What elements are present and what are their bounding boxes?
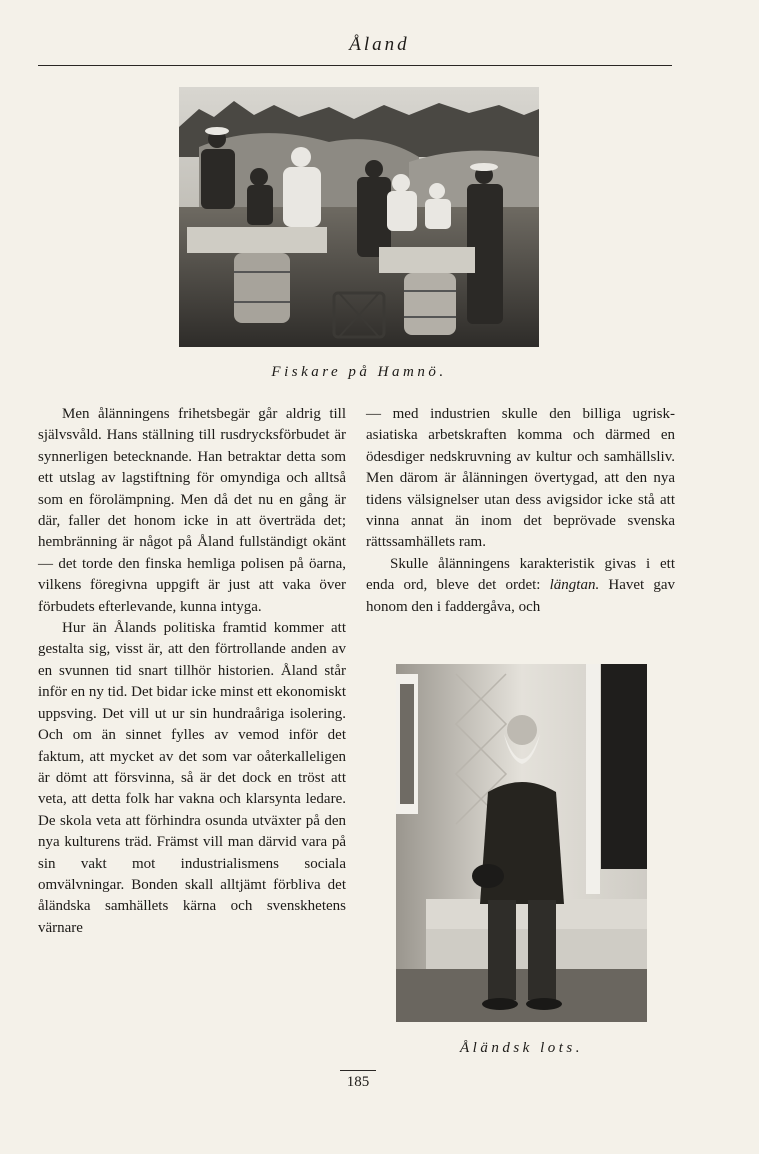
paragraph xyxy=(366,554,675,618)
photo-pilot-caption: Åländsk lots. xyxy=(460,1040,583,1056)
paragraph-text: Havet gav honom den i faddergåva, och xyxy=(366,577,675,615)
page-number: 185 xyxy=(346,1074,370,1090)
paragraph: — med industrien skulle den billiga ugrisk-asiatiska arbetskraften komma och därmed en ödesdiger nedskruvning av kultur och samhällsliv. Men därom är ålänningen övertygad, att den nya tidens välsignelser utan dess avigsidor icke stå att vinna annat än inom det beprövade svenska rättssamhällets ram. xyxy=(366,406,675,551)
emphasized-word: längtan. xyxy=(549,577,600,594)
photo-pilot xyxy=(396,664,647,1022)
paragraph: Men ålänningens frihetsbegär går aldrig till självsvåld. Hans ställning till rusdrycksförbudet är synnerligen betecknande. Han betraktar detta som ett utslag av lagstiftning för omyndiga och alltså som en förolämpning. Men då det nu en gång är där, faller det honom icke in att överträda det; hembränning är något på Åland fullständigt okänt — det torde den finska hemliga polisen på öarna, vilkens föregivna uppgift är just att vaka över förbudets efterlevande, kunna intyga. xyxy=(38,406,346,615)
paragraph-text: Skulle ålänningens karakteristik givas i ett enda ord, bleve det ordet: xyxy=(366,555,675,594)
paragraph: Hur än Ålands politiska framtid kommer att gestalta sig, visst är, att den förtrollande anden av en svunnen tid snart tillhör historien. Åland står inför en ny tid. Det bidar icke minst ett ekonomiskt uppsving. Det vill ut ur sin hundraåriga isolering. Och om än sinnet fylles av vemod inför det faktum, att mycket av det som var oåterkalleligen är dömt att försvinna, så är det dock en tröst att veta, att detta folk har vakna och klarsynta ledare. De skola veta att förhindra osunda utväxter på den nya kulturens träd. Främst vill man därvid vara på sin vakt mot industrialismens sociala omvälvningar. Bonden skall alltjämt förbliva det åländska samhällets kärna och svenskhetens värnare xyxy=(38,620,346,936)
photo-fishermen xyxy=(179,87,539,347)
photo-fishermen-caption: Fiskare på Hamnö. xyxy=(271,364,447,380)
header-rule xyxy=(38,65,672,66)
text-column-right xyxy=(366,404,675,618)
text-column-left xyxy=(38,404,346,939)
running-header-title: Åland xyxy=(349,34,410,55)
photo-fishermen-illustration xyxy=(179,87,539,347)
page-number-rule xyxy=(340,1070,376,1071)
photo-pilot-illustration xyxy=(396,664,647,1022)
